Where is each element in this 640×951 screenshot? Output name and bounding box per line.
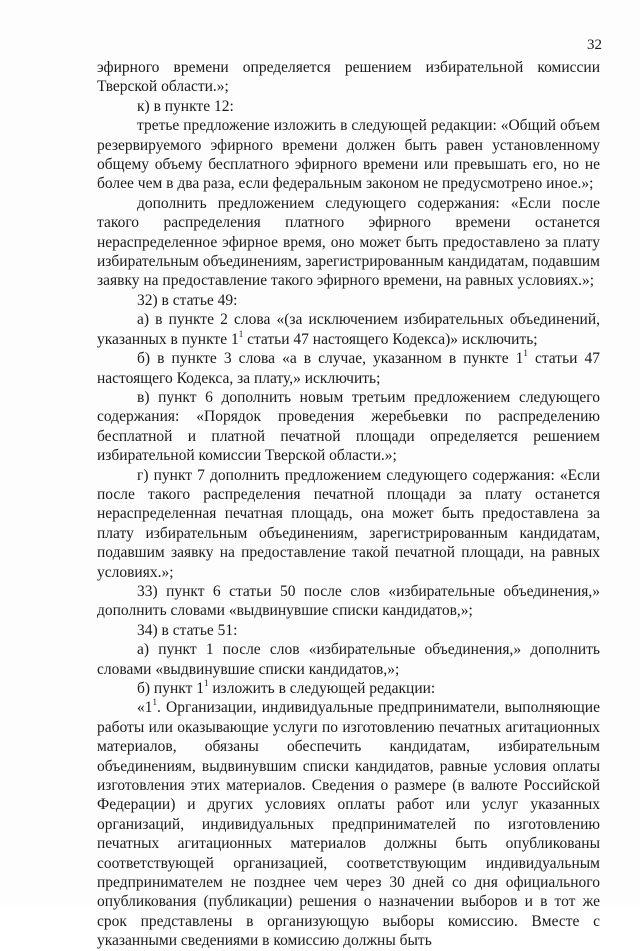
paragraph (97, 640, 600, 679)
text-run: а) пункт 1 после слов «избирательные объединения,» дополнить словами «выдвинувшие списки кандидатов,»; (97, 641, 600, 678)
text-run: «1 (137, 699, 153, 717)
superscript: 1 (238, 328, 244, 339)
text-run: изложить в следующей редакции: (208, 680, 436, 697)
text-run: г) пункт 7 дополнить предложением следующего содержания: «Если после такого распределения печатной площади за плату останется нераспределенная печатная площадь, она может быть предоставлена за плату избирательным объединениям, зарегистрированным кандидатам, подавшим заявку на предоставление такой печатной площади, на равных условиях.»; (97, 466, 600, 581)
paragraph (97, 291, 600, 310)
paragraph (97, 582, 600, 621)
page-number: 32 (587, 37, 602, 53)
paragraph (97, 349, 600, 388)
text-run: б) пункт 1 (137, 680, 204, 697)
paragraph (97, 698, 600, 950)
text-run: к) в пункте 12: (137, 97, 234, 115)
paragraph (97, 388, 600, 466)
superscript: 1 (204, 678, 209, 688)
text-run: в) пункт 6 дополнить новым третьим предложением следующего содержания: «Порядок проведения жеребьевки по распределению бесплатной и платной печатной площади определяется решением избирательной комиссии Тверской области.»; (97, 388, 600, 465)
superscript: 1 (152, 697, 157, 708)
paragraph (97, 116, 600, 194)
paragraph (97, 58, 600, 97)
text-run: 32) в статье 49: (137, 291, 238, 309)
paragraph (97, 97, 600, 116)
text-run: 34) в статье 51: (137, 621, 238, 639)
text-run: статьи 47 настоящего Кодекса)» исключить; (243, 330, 538, 348)
text-run: 33) пункт 6 статьи 50 после слов «избирательные объединения,» дополнить словами «выдвинувшие списки кандидатов,»; (97, 582, 600, 620)
paragraph (97, 194, 600, 291)
paragraph (97, 621, 600, 640)
superscript: 1 (523, 348, 528, 359)
paragraph (97, 466, 600, 582)
text-run: дополнить предложением следующего содержания: «Если после такого распределения платного эфирного времени останется нераспределенное эфирное время, оно может быть предоставлено за плату избирательным объединениям, зарегистрированным кандидатам, подавшим заявку на предоставление такого эфирного времени, на равных условиях.»; (97, 194, 600, 290)
text-run: а) в пункте 2 слова «(за исключением избирательных объединений, указанных в пункте 1 (97, 311, 600, 348)
paragraph (97, 310, 600, 349)
text-run: эфирного времени определяется решением избирательной комиссии Тверской области.»; (97, 59, 600, 96)
text-run: б) в пункте 3 слова «а в случае, указанном в пункте 1 (137, 350, 524, 368)
text-run: третье предложение изложить в следующей редакции: «Общий объем резервируемого эфирного времени должен быть равен установленному общему объему бесплатного эфирного времени или превышать его, но не более чем в два раза, если федеральным законом не предусмотрено иное.»; (97, 117, 600, 193)
text-run: статьи 47 настоящего Кодекса, за плату,» исключить; (97, 350, 600, 387)
document-body (97, 58, 600, 951)
text-run: . Организации, индивидуальные предприниматели, выполняющие работы или оказывающие услуги по изготовлению печатных агитационных материалов, обязаны обеспечить кандидатам, избирательным объединениям, выдвинувшим списки кандидатов, равные условия оплаты изготовления этих материалов. Сведения о размере (в валюте Российской Федерации) и других условиях оплаты работ или услуг указанных организаций, индивидуальных предпринимателей по изготовлению печатных агитационных материалов должны быть опубликованы соответствующей организацией, соответствующим индивидуальным предпринимателем не позднее чем через 30 дней со дня официального опубликования (публикации) решения о назначении выборов и в тот же срок представлены в организующую выборы комиссию. Вместе с указанными сведениями в комиссию должны быть (97, 699, 600, 950)
paragraph (97, 679, 600, 698)
